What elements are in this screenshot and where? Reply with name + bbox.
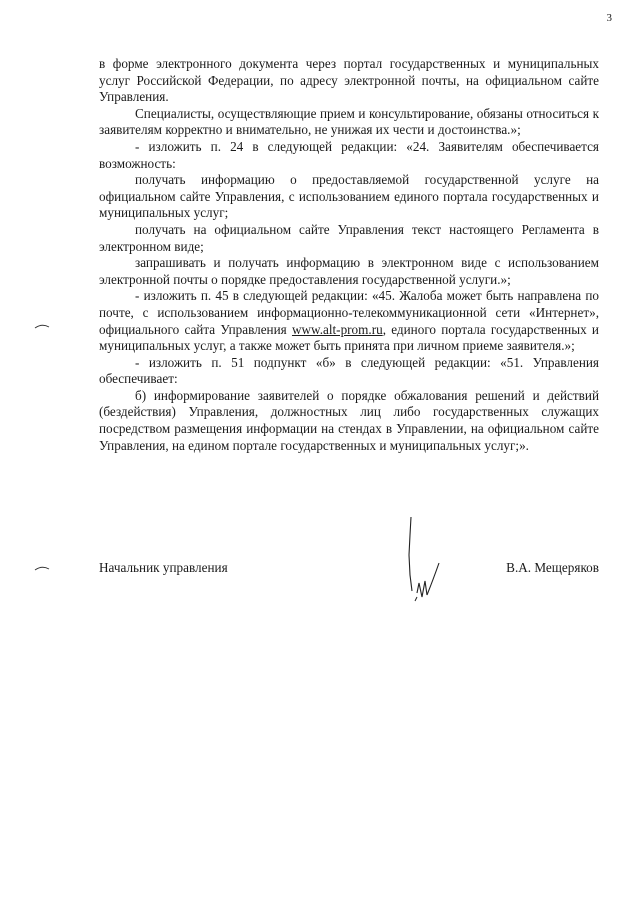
signer-name: В.А. Мещеряков — [506, 560, 599, 575]
document-body — [99, 56, 599, 454]
paragraph-subitem-b: б) информирование заявителей о порядке обжалования решений и действий (бездействия) Управления, должностных лиц либо государственных служащих посредством размещения информации на стендах в Управлении, на официальном сайте Управления, на едином портале государственных и муниципальных услуг;». — [99, 387, 599, 453]
page-number: 3 — [606, 12, 612, 24]
website-link[interactable]: www.alt-prom.ru — [291, 321, 383, 337]
paragraph-request-info: запрашивать и получать информацию в электронном виде с использованием электронной почты о порядке предоставления государственной услуги.»; — [99, 255, 599, 287]
paragraph-continuation: в форме электронного документа через портал государственных и муниципальных услуг Российской Федерации, по адресу электронной почты, на официальном сайте Управления. — [99, 56, 599, 105]
paragraph-specialists: Специалисты, осуществляющие прием и консультирование, обязаны относиться к заявителям корректно и внимательно, не унижая их чести и достоинства.»; — [99, 105, 599, 138]
p45-text-before-link: - изложить п. 45 в следующей редакции: «45. Жалоба может быть направлена по почте, с использованием информационно-телекоммуникационной сети «Интернет», официального сайта Управления — [99, 288, 599, 337]
paragraph-get-regulation: получать на официальном сайте Управления текст настоящего Регламента в электронном виде; — [99, 221, 599, 254]
paragraph-amend-p45 — [99, 288, 599, 354]
paragraph-amend-p24: - изложить п. 24 в следующей редакции: «24. Заявителям обеспечивается возможность: — [99, 138, 599, 171]
p45-text-after-link: , единого портала государственных и муниципальных услуг, а также может быть принята при личном приеме заявителя.»; — [99, 321, 599, 354]
handwritten-signature — [405, 515, 445, 605]
margin-mark — [34, 565, 50, 571]
paragraph-amend-p51: - изложить п. 51 подпункт «б» в следующей редакции: «51. Управления обеспечивает: — [99, 354, 599, 387]
margin-mark — [34, 323, 50, 329]
paragraph-get-info: получать информацию о предоставляемой государственной услуге на официальном сайте Управления, с использованием единого портала государственных и муниципальных услуг; — [99, 172, 599, 221]
signer-position: Начальник управления — [99, 560, 228, 575]
